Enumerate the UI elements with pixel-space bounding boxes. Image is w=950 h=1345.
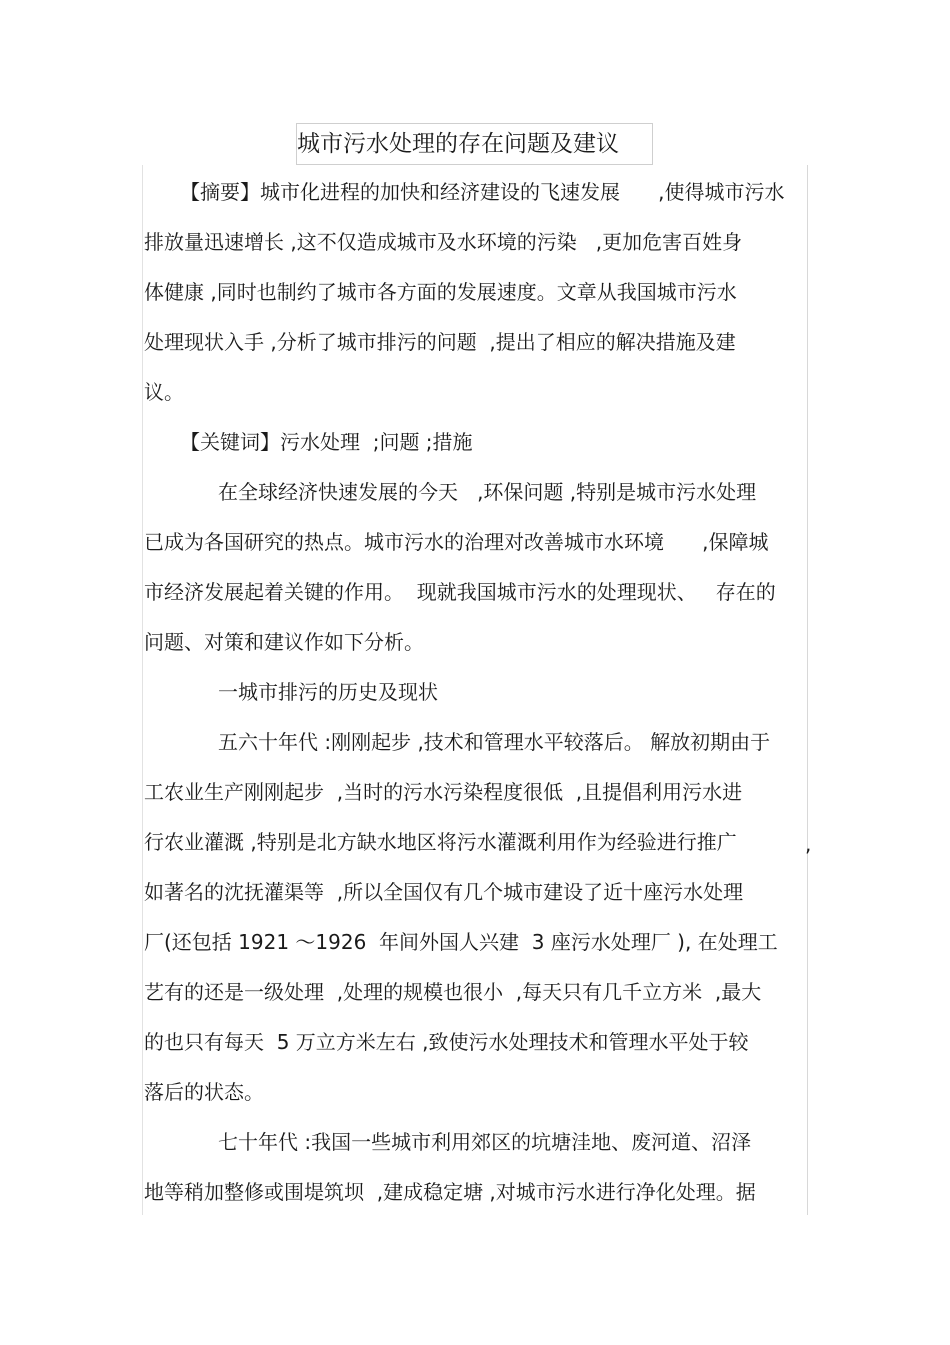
history-line-3: 行农业灌溉 ,特别是北方缺水地区将污水灌溉利用作为经验进行推广 (144, 830, 737, 854)
keywords-line: 【关键词】污水处理 ;问题 ;措施 (180, 430, 473, 454)
document-title: 城市污水处理的存在问题及建议 (297, 131, 619, 157)
history-line-6: 艺有的还是一级处理 ,处理的规模也很小 ,每天只有几千立方米 ,最大 (144, 980, 762, 1004)
intro-line-2: 已成为各国研究的热点。城市污水的治理对改善城市水环境 ,保障城 (144, 530, 769, 554)
seventies-line-2: 地等稍加整修或围堤筑坝 ,建成稳定塘 ,对城市污水进行净化处理。据 (144, 1180, 756, 1204)
intro-line-1: 在全球经济快速发展的今天 ,环保问题 ,特别是城市污水处理 (218, 480, 757, 504)
abstract-line-5: 议。 (144, 380, 184, 404)
intro-line-4: 问题、对策和建议作如下分析。 (144, 630, 424, 654)
history-line-7: 的也只有每天 5 万立方米左右 ,致使污水处理技术和管理水平处于较 (144, 1030, 749, 1054)
intro-line-3: 市经济发展起着关键的作用。 现就我国城市污水的处理现状、 存在的 (144, 580, 776, 604)
abstract-line-1: 【摘要】城市化进程的加快和经济建设的飞速发展 ,使得城市污水 (180, 180, 785, 204)
history-line-8: 落后的状态。 (144, 1080, 264, 1104)
history-line-1: 五六十年代 :刚刚起步 ,技术和管理水平较落后。 解放初期由于 (218, 730, 771, 754)
abstract-line-2: 排放量迅速增长 ,这不仅造成城市及水环境的污染 ,更加危害百姓身 (144, 230, 743, 254)
history-line-5: 厂(还包括 1921 ～1926 年间外国人兴建 3 座污水处理厂 ), 在处理工 (144, 930, 778, 954)
abstract-line-3: 体健康 ,同时也制约了城市各方面的发展速度。文章从我国城市污水 (144, 280, 737, 304)
section-heading-1: 一城市排污的历史及现状 (218, 680, 438, 704)
history-line-2: 工农业生产刚刚起步 ,当时的污水污染程度很低 ,且提倡利用污水进 (144, 780, 743, 804)
stray-comma: , (805, 832, 812, 856)
seventies-line-1: 七十年代 :我国一些城市利用郊区的坑塘洼地、废河道、沼泽 (218, 1130, 752, 1154)
abstract-line-4: 处理现状入手 ,分析了城市排污的问题 ,提出了相应的解决措施及建 (144, 330, 736, 354)
history-line-4: 如著名的沈抚灌渠等 ,所以全国仅有几个城市建设了近十座污水处理 (144, 880, 744, 904)
